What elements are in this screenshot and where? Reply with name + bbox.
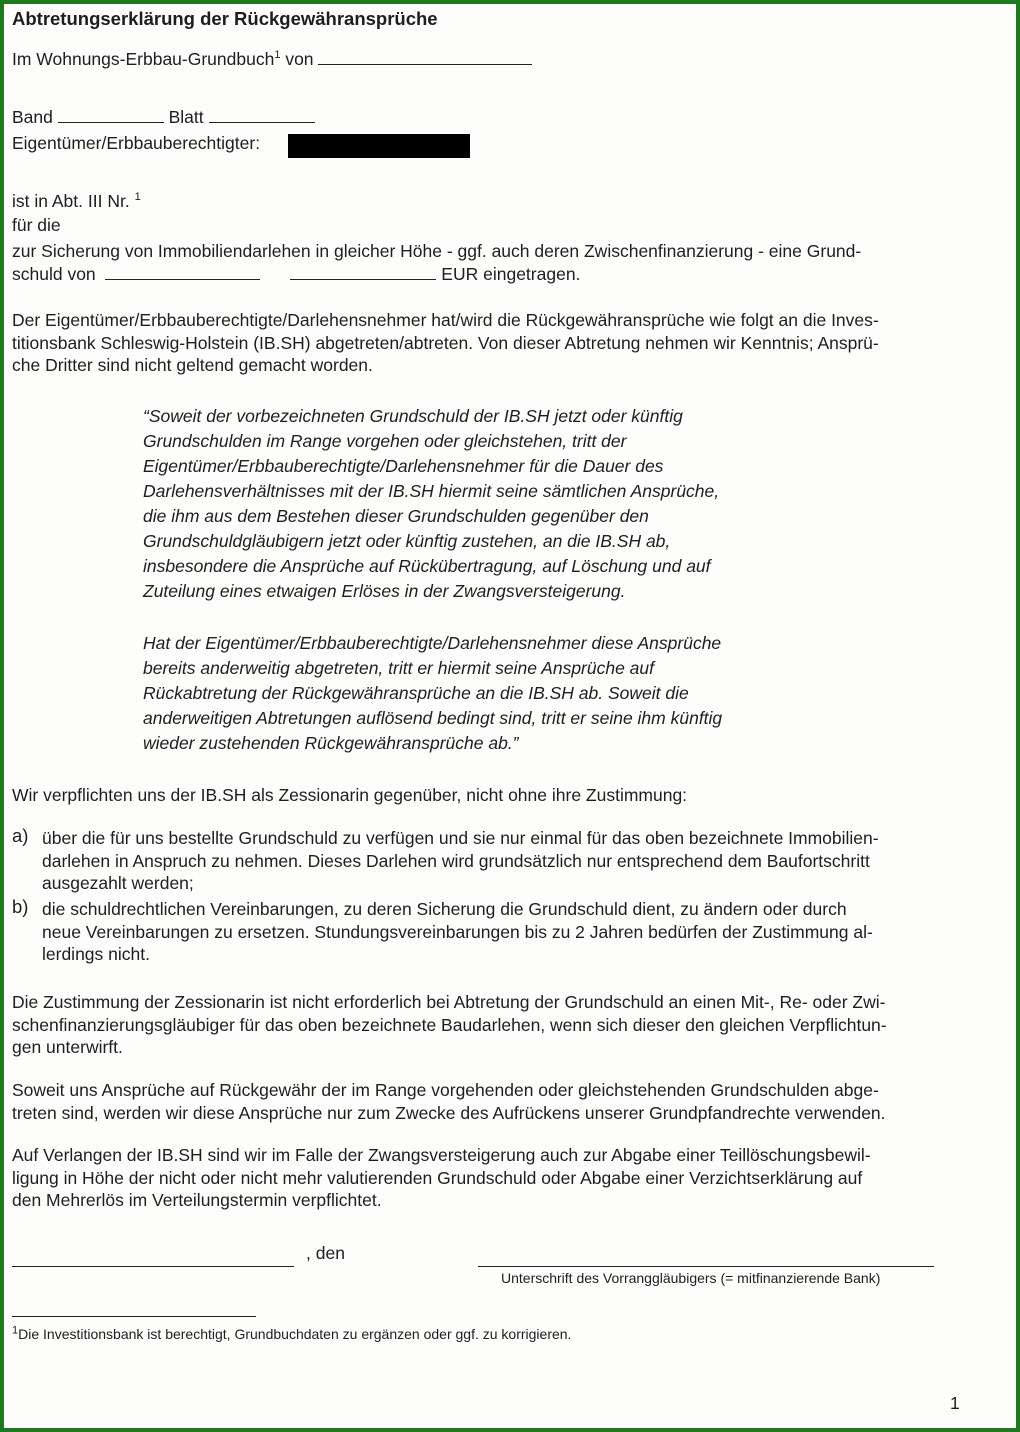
place-date-blank[interactable] <box>12 1266 294 1267</box>
text-line: neue Vereinbarungen zu ersetzen. Stundungsvereinbarungen bis zu 2 Jahren bedürfen der Zustimmung al- <box>42 921 873 942</box>
text-line: treten sind, werden wir diese Ansprüche nur zum Zwecke des Aufrückens unserer Grundpfandrechte verwenden. <box>12 1102 886 1123</box>
band-blank[interactable] <box>58 106 164 123</box>
abt-line <box>12 190 141 213</box>
footnote-text: Die Investitionsbank ist berechtigt, Grundbuchdaten zu ergänzen oder ggf. zu korrigieren. <box>18 1326 572 1342</box>
text-line: che Dritter sind nicht geltend gemacht worden. <box>12 355 373 375</box>
quote-line: insbesondere die Ansprüche auf Rückübertragung, auf Löschung und auf <box>143 556 711 576</box>
item-a-marker: a) <box>12 825 29 846</box>
abt-footnote-mark: 1 <box>134 191 141 204</box>
quote-line: Zuteilung eines etwaigen Erlöses in der Zwangsversteigerung. <box>143 581 626 601</box>
text-line: Der Eigentümer/Erbbauberechtigte/Darlehensnehmer hat/wird die Rückgewähransprüche wie folgt an die Inves- <box>12 310 879 330</box>
text-line: die schuldrechtlichen Vereinbarungen, zu deren Sicherung die Grundschuld dient, zu ändern oder durch <box>42 899 847 919</box>
owner-label: Eigentümer/Erbbauberechtigter: <box>12 133 261 153</box>
signature-caption: Unterschrift des Vorranggläubigers (= mitfinanzierende Bank) <box>501 1270 881 1286</box>
footnote-mark: 1 <box>12 1324 19 1337</box>
quote-line: Darlehensverhältnisses mit der IB.SH hiermit seine sämtlichen Ansprüche, <box>143 481 720 501</box>
quote-line: Grundschuldgläubigern jetzt oder künftig zustehen, an die IB.SH ab, <box>143 531 671 551</box>
text-line: Auf Verlangen der IB.SH sind wir im Falle der Zwangsversteigerung auch zur Abgabe einer Teillöschungsbewil- <box>12 1145 871 1165</box>
text-line: schuld von <box>12 263 96 284</box>
quote-line: Hat der Eigentümer/Erbbauberechtigte/Darlehensnehmer diese Ansprüche <box>143 633 722 653</box>
text-line: Soweit uns Ansprüche auf Rückgewähr der im Range vorgehenden oder gleichstehenden Grundschulden abge- <box>12 1080 879 1100</box>
footnote-separator <box>12 1316 256 1317</box>
text-line: ligung in Höhe der nicht oder nicht mehr valutierenden Grundschuld oder Abgabe einer Verzichtserklärung auf <box>12 1167 863 1188</box>
grundbuch-line <box>12 48 532 71</box>
text-line: den Mehrerlös im Verteilungstermin verpflichtet. <box>12 1190 382 1210</box>
zustimmung-paragraph <box>12 991 962 1059</box>
quote-paragraph-2 <box>143 631 823 756</box>
text-line: darlehen in Anspruch zu nehmen. Dieses Darlehen wird grundsätzlich nur entsprechend dem Baufortschritt <box>42 850 870 871</box>
text-line: schenfinanzierungsgläubiger für das oben bezeichnete Baudarlehen, wenn sich dieser den gleichen Verpflichtun- <box>12 1014 887 1035</box>
footnote <box>12 1326 571 1342</box>
amount-blank-1[interactable] <box>105 263 260 280</box>
schuld-von-line <box>12 263 962 286</box>
quote-paragraph-1 <box>143 404 823 604</box>
band-blatt-line <box>12 106 315 129</box>
quote-line: Eigentümer/Erbbauberechtigte/Darlehensnehmer für die Dauer des <box>143 456 664 476</box>
quote-line: Rückabtretung der Rückgewähransprüche an die IB.SH ab. Soweit die <box>143 683 689 703</box>
text-line: Die Zustimmung der Zessionarin ist nicht erforderlich bei Abtretung der Grundschuld an einen Mit-, Re- oder Zwi- <box>12 992 886 1012</box>
item-b-marker: b) <box>12 896 29 917</box>
soweit-paragraph <box>12 1079 962 1124</box>
grundbuch-footnote-mark: 1 <box>274 49 281 62</box>
abt-label: ist in Abt. III Nr. <box>12 191 130 211</box>
den-label: , den <box>306 1243 345 1263</box>
item-b-text <box>42 898 972 966</box>
amount-blank-2[interactable] <box>290 263 436 280</box>
redaction-box <box>288 134 470 158</box>
grundbuch-blank[interactable] <box>318 48 532 65</box>
text-line: gen unterwirft. <box>12 1037 123 1057</box>
grundbuch-label: Im Wohnungs-Erbbau-Grundbuch <box>12 49 275 69</box>
quote-line: wieder zustehenden Rückgewähransprüche ab.” <box>143 733 519 753</box>
quote-line: anderweitigen Abtretungen auflösend bedingt sind, tritt er seine ihm künftig <box>143 708 723 728</box>
text-line: über die für uns bestellte Grundschuld zu verfügen und sie nur einmal für das oben bezeichnete Immobilien- <box>42 828 879 848</box>
document-title: Abtretungserklärung der Rückgewähransprüche <box>12 8 438 29</box>
quote-line: die ihm aus dem Bestehen dieser Grundschulden gegenüber den <box>143 506 649 526</box>
band-label: Band <box>12 107 53 127</box>
fuer-die: für die <box>12 215 61 235</box>
verlangen-paragraph <box>12 1144 962 1212</box>
item-a-text <box>42 827 972 895</box>
blatt-label: Blatt <box>168 107 204 127</box>
grundbuch-von: von <box>285 49 314 69</box>
eur-text: EUR eingetragen. <box>441 263 581 284</box>
sicherung-paragraph <box>12 240 962 285</box>
quote-line: bereits anderweitig abgetreten, tritt er hiermit seine Ansprüche auf <box>143 658 655 678</box>
text-line: ausgezahlt werden; <box>42 873 194 893</box>
signature-blank[interactable] <box>478 1266 934 1267</box>
text-line: titionsbank Schleswig-Holstein (IB.SH) abgetreten/abtreten. Von dieser Abtretung nehmen wir Kenntnis; Ansprü- <box>12 332 879 353</box>
quote-line: Grundschulden im Range vorgehen oder gleichstehen, tritt der <box>143 431 627 451</box>
blatt-blank[interactable] <box>209 106 315 123</box>
quote-line: “Soweit der vorbezeichneten Grundschuld der IB.SH jetzt oder künftig <box>143 406 683 426</box>
verpflichtung-intro: Wir verpflichten uns der IB.SH als Zessionarin gegenüber, nicht ohne ihre Zustimmung: <box>12 785 688 805</box>
text-line: zur Sicherung von Immobiliendarlehen in gleicher Höhe - ggf. auch deren Zwischenfinanzierung - eine Grund- <box>12 241 862 261</box>
page-number: 1 <box>950 1393 960 1413</box>
intro-paragraph <box>12 309 962 377</box>
text-line: lerdings nicht. <box>42 944 150 964</box>
